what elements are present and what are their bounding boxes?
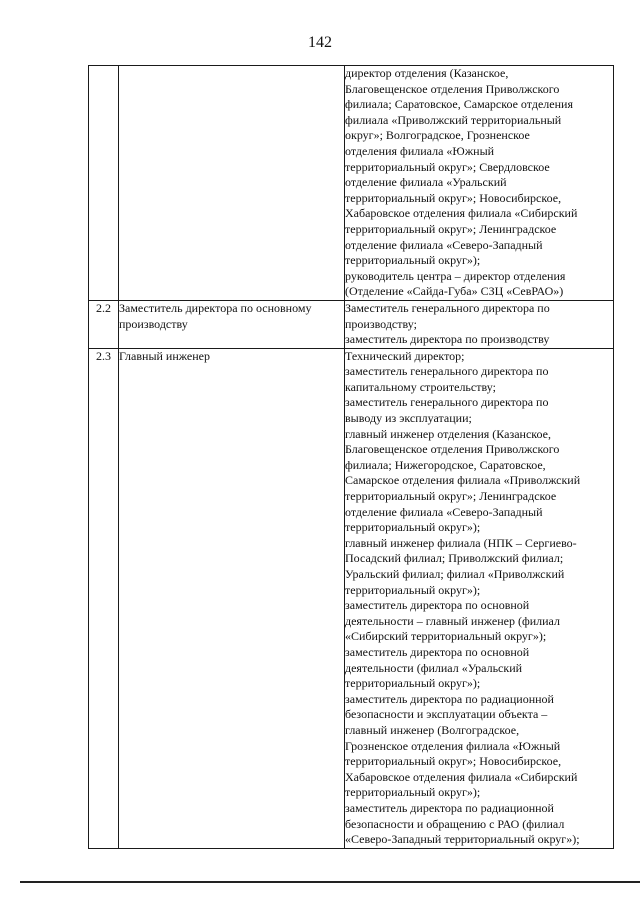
- table-row: [89, 66, 614, 301]
- equivalent-line: территориальный округ»);: [345, 253, 481, 268]
- equivalent-line: руководитель центра – директор отделения: [345, 268, 566, 283]
- equivalent-line: филиала; Саратовское, Самарское отделения: [345, 97, 573, 112]
- equivalent-line: безопасности и обращению с РАО (филиал: [345, 816, 565, 831]
- equivalent-line: заместитель генерального директора по: [345, 395, 549, 410]
- equivalent-positions-cell: [345, 66, 614, 301]
- equivalent-line: территориальный округ»; Ленинградское: [345, 489, 557, 504]
- position-line: Заместитель директора по основному: [119, 300, 312, 315]
- page-number: 142: [308, 34, 332, 51]
- equivalent-line: Благовещенское отделения Приволжского: [345, 81, 560, 96]
- equivalent-line: деятельности – главный инженер (филиал: [345, 613, 560, 628]
- equivalent-line: территориальный округ»; Свердловское: [345, 159, 550, 174]
- equivalent-line: отделение филиала «Северо-Западный: [345, 504, 543, 519]
- equivalent-line: территориальный округ»; Новосибирское,: [345, 190, 562, 205]
- equivalent-line: безопасности и эксплуатации объекта –: [345, 707, 548, 722]
- row-number-cell: 2.2: [89, 300, 119, 348]
- equivalent-positions-cell: [345, 348, 614, 848]
- equivalent-line: заместитель генерального директора по: [345, 364, 549, 379]
- equivalent-line: территориальный округ»; Новосибирское,: [345, 754, 562, 769]
- equivalent-line: территориальный округ»);: [345, 676, 481, 691]
- row-number-cell: [89, 66, 119, 301]
- position-line: производству: [119, 316, 188, 331]
- row-number-cell: 2.3: [89, 348, 119, 848]
- equivalent-line: округ»; Волгоградское, Грозненское: [345, 128, 530, 143]
- equivalent-line: заместитель директора по производству: [345, 332, 550, 347]
- equivalent-line: отделения филиала «Южный: [345, 143, 495, 158]
- equivalent-line: Посадский филиал; Приволжский филиал;: [345, 551, 564, 566]
- equivalent-line: территориальный округ»; Ленинградское: [345, 221, 557, 236]
- position-cell: [119, 300, 345, 348]
- equivalent-line: территориальный округ»);: [345, 520, 481, 535]
- equivalent-line: территориальный округ»);: [345, 582, 481, 597]
- equivalent-line: Уральский филиал; филиал «Приволжский: [345, 567, 565, 581]
- equivalent-line: заместитель директора по радиационной: [345, 800, 554, 815]
- equivalent-line: «Северо-Западный территориальный округ»);: [345, 832, 580, 847]
- equivalent-line: заместитель директора по основной: [345, 598, 530, 613]
- position-line: Главный инженер: [119, 348, 210, 363]
- equivalent-line: территориальный округ»);: [345, 785, 481, 800]
- position-cell: [119, 66, 345, 301]
- equivalent-line: Грозненское отделения филиала «Южный: [345, 738, 561, 753]
- table-row: [89, 348, 614, 848]
- equivalent-line: Заместитель генерального директора по: [345, 300, 550, 315]
- equivalent-line: Благовещенское отделения Приволжского: [345, 442, 560, 457]
- position-cell: [119, 348, 345, 848]
- page-bottom-line: [20, 881, 640, 883]
- equivalent-line: деятельности (филиал «Уральский: [345, 660, 523, 675]
- equivalent-line: Хабаровское отделения филиала «Сибирский: [345, 206, 578, 221]
- equivalent-line: (Отделение «Сайда-Губа» СЗЦ «СевРАО»): [345, 284, 564, 299]
- table-body: [89, 66, 614, 849]
- equivalent-line: капитальному строительству;: [345, 379, 496, 394]
- equivalent-line: Самарское отделения филиала «Приволжский: [345, 473, 581, 488]
- equivalent-line: отделение филиала «Северо-Западный: [345, 237, 543, 252]
- equivalent-line: главный инженер (Волгоградское,: [345, 722, 520, 737]
- equivalent-line: филиала; Нижегородское, Саратовское,: [345, 457, 546, 472]
- equivalent-line: директор отделения (Казанское,: [345, 66, 509, 80]
- table-row: [89, 300, 614, 348]
- equivalent-line: главный инженер филиала (НПК – Сергиево-: [345, 535, 577, 550]
- equivalent-line: отделение филиала «Уральский: [345, 175, 507, 190]
- equivalent-line: «Сибирский территориальный округ»);: [345, 629, 547, 644]
- equivalent-line: выводу из эксплуатации;: [345, 411, 472, 426]
- equivalent-line: Технический директор;: [345, 348, 465, 363]
- equivalent-line: заместитель директора по основной: [345, 644, 530, 659]
- equivalent-line: производству;: [345, 316, 417, 331]
- equivalent-line: главный инженер отделения (Казанское,: [345, 426, 551, 441]
- equivalent-positions-cell: [345, 300, 614, 348]
- positions-table: [88, 65, 614, 849]
- equivalent-line: заместитель директора по радиационной: [345, 691, 554, 706]
- equivalent-line: филиала «Приволжский территориальный: [345, 112, 562, 127]
- equivalent-line: Хабаровское отделения филиала «Сибирский: [345, 769, 578, 784]
